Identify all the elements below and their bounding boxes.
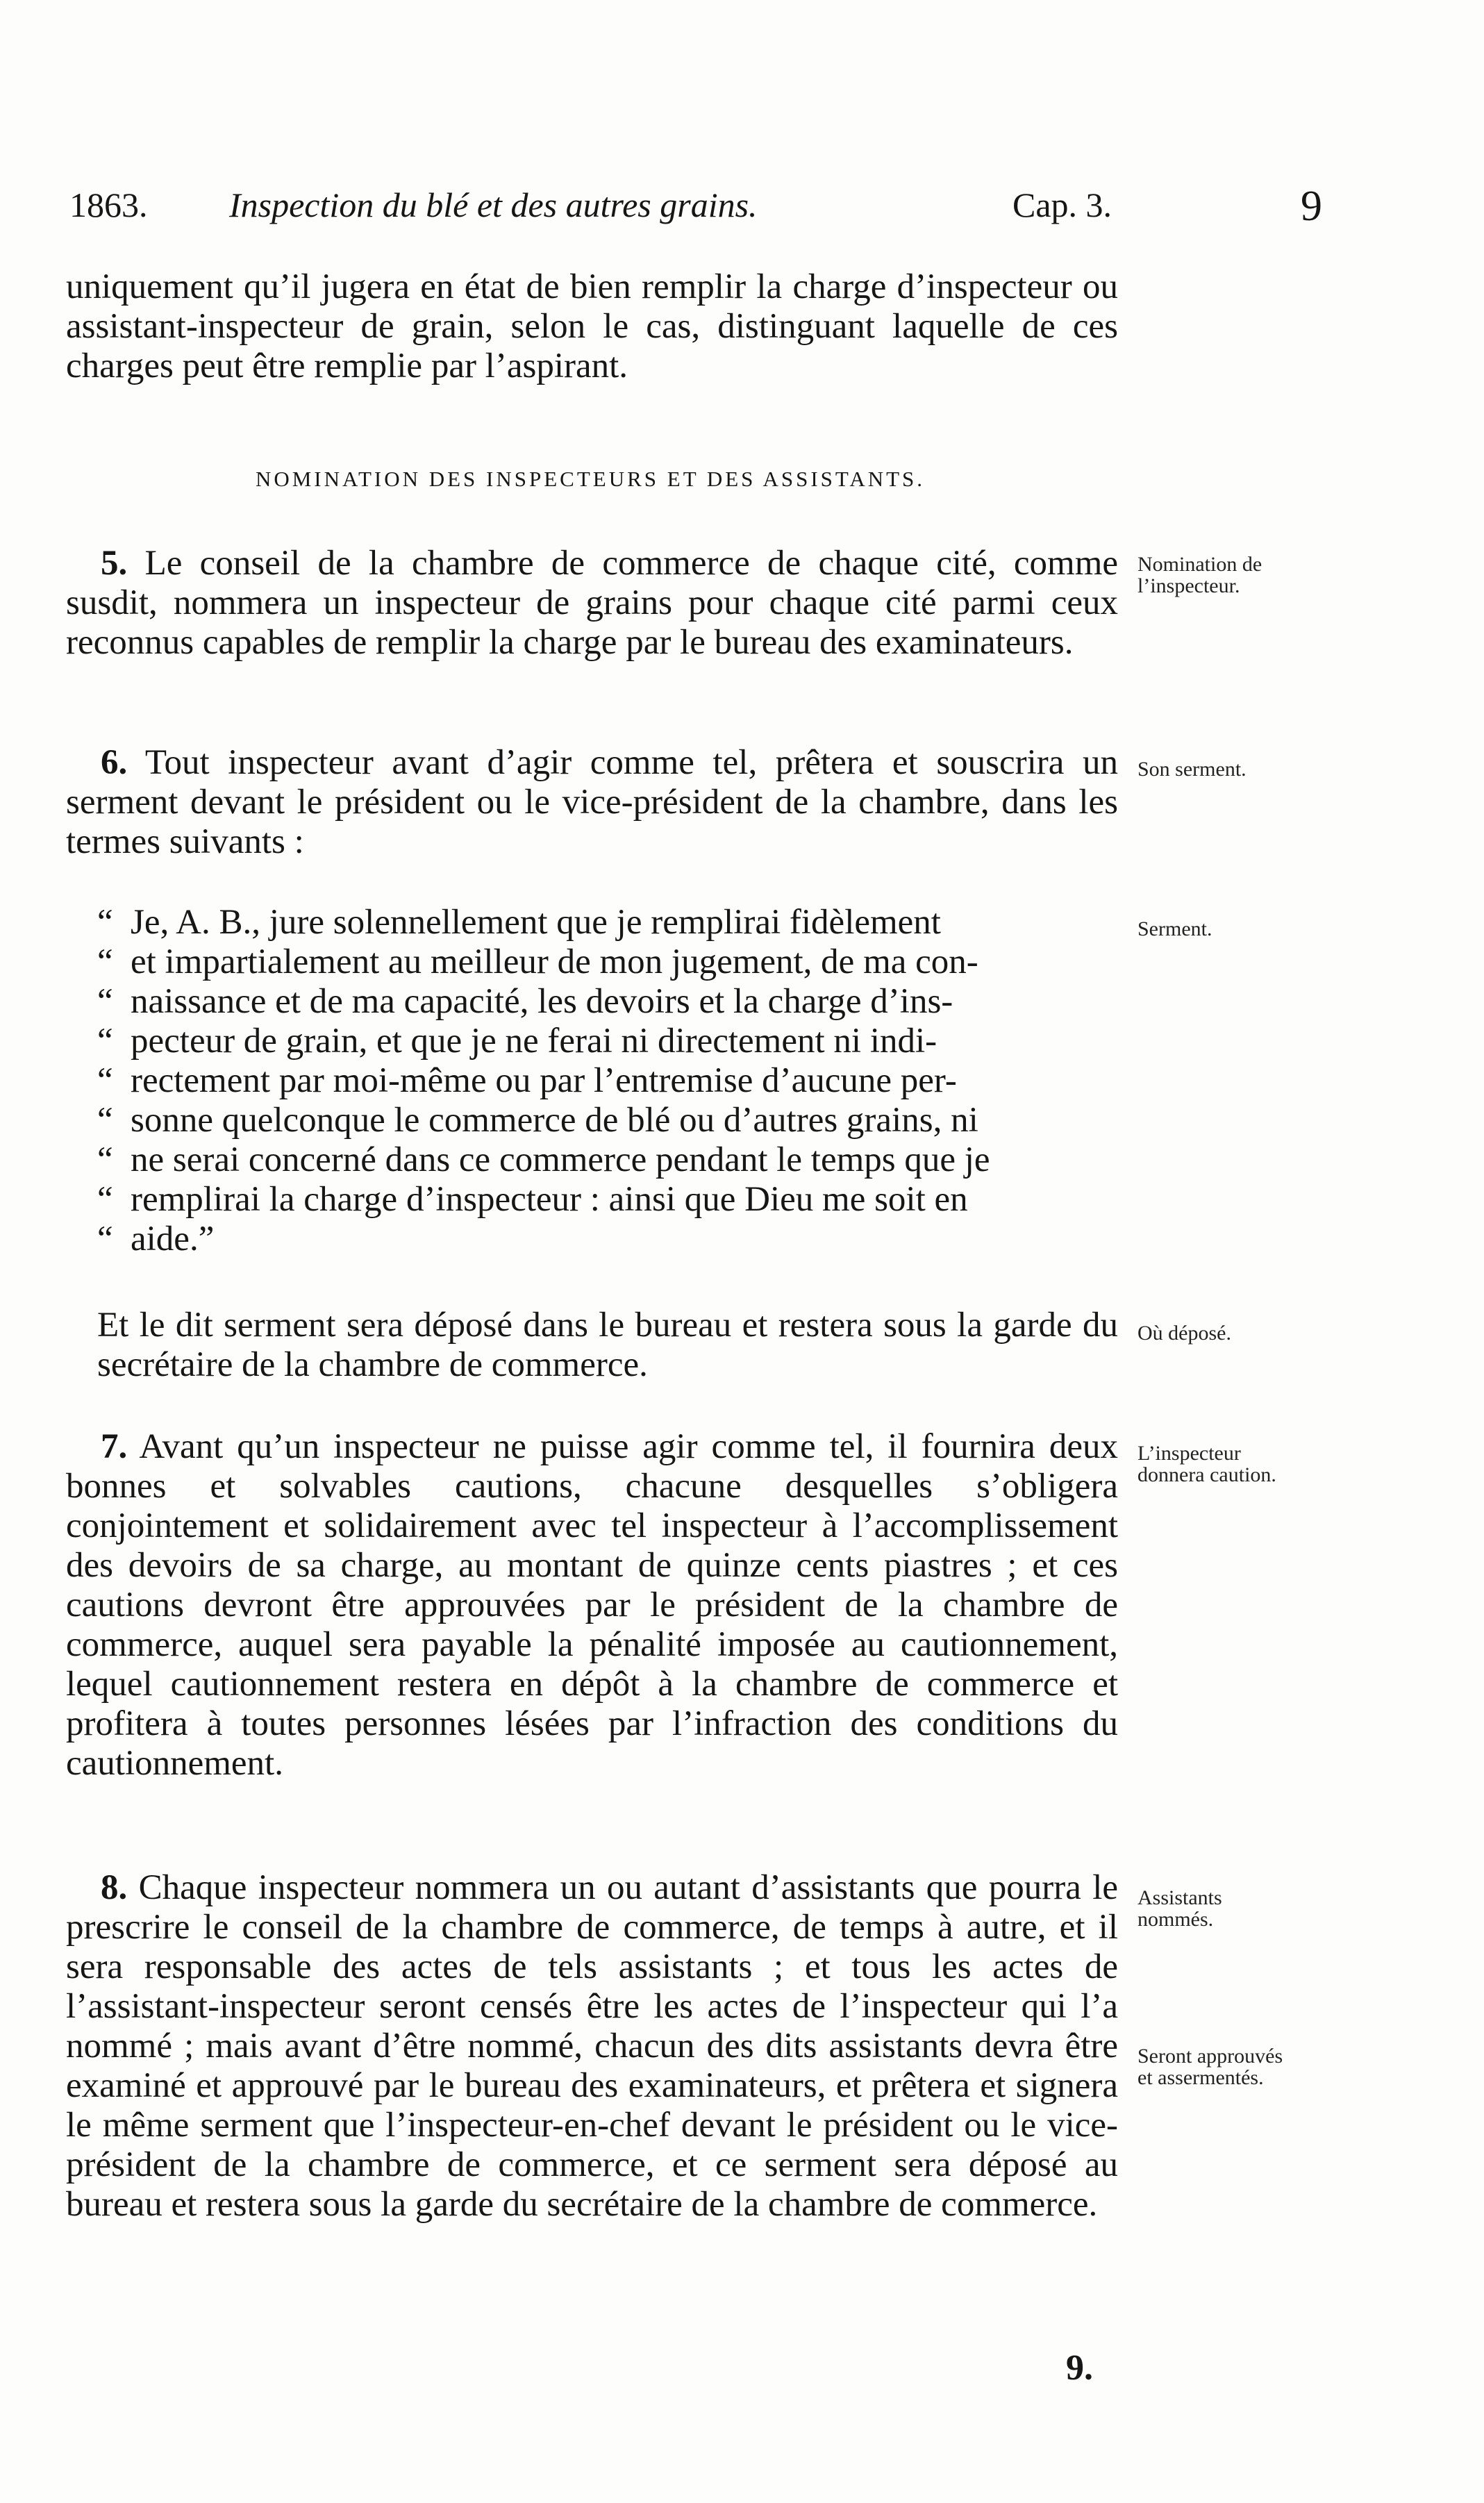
section-7-number: 7.	[101, 1427, 128, 1466]
section-7	[66, 1427, 1118, 1783]
margin-note-serment: Serment.	[1137, 917, 1212, 940]
section-5-text: Le conseil de la chambre de commerce de chaque cité, comme susdit, nommera un inspecteur de grains pour chaque cité parmi ceux reconnus capables de remplir la charge par le bureau des examinateurs.	[66, 544, 1119, 662]
oath-block	[97, 903, 1118, 1259]
header-title: Inspection du blé et des autres grains.	[229, 185, 758, 224]
section-6	[66, 743, 1118, 862]
section-5	[66, 544, 1118, 663]
intro-paragraph-text: uniquement qu’il jugera en état de bien remplir la charge d’inspecteur ou assistant-inspecteur de grain, selon le cas, distinguant laquelle de ces charges peut être remplie par l’aspirant.	[66, 267, 1118, 385]
oath-line: “ remplirai la charge d’inspecteur : ainsi que Dieu me soit en	[97, 1180, 968, 1219]
margin-note-caution: L’inspecteur donnera caution.	[1137, 1442, 1276, 1486]
section-8-text: Chaque inspecteur nommera un ou autant d’assistants que pourra le prescrire le conseil de la chambre de commerce, de temps à autre, et il sera responsable des actes de tels assistants ; et tous les actes de l’assistant-inspecteur seront censés être les actes de l’inspecteur qui l’a nommé ; mais avant d’être nommé, chacun des dits assistants devra être examiné et approuvé par le bureau des examinateurs, et prêtera et signera le même serment que l’inspecteur-en-chef devant le président ou le vice-président de la chambre de commerce, et ce serment sera déposé au bureau et restera sous la garde du secrétaire de la chambre de commerce.	[66, 1868, 1119, 2224]
margin-note-assistants: Assistants nommés.	[1137, 1886, 1222, 1931]
margin-note-ou-depose: Où déposé.	[1137, 1322, 1231, 1345]
margin-note-nomination: Nomination de l’inspecteur.	[1137, 553, 1262, 597]
section-5-number: 5.	[101, 544, 128, 583]
intro-paragraph	[66, 267, 1118, 386]
header-chapter: Cap. 3.	[1012, 185, 1112, 224]
page-number: 9	[1301, 183, 1322, 230]
section-8-number: 8.	[101, 1868, 128, 1907]
header-year: 1863.	[69, 185, 148, 224]
deposit-text: Et le dit serment sera déposé dans le bureau et restera sous la garde du secrétaire de la chambre de commerce.	[97, 1306, 1118, 1384]
section-heading: NOMINATION DES INSPECTEURS ET DES ASSISTANTS.	[255, 467, 926, 491]
oath-line: “ aide.”	[97, 1220, 215, 1258]
oath-line: “ pecteur de grain, et que je ne ferai ni directement ni indi-	[97, 1022, 937, 1061]
catchword: 9.	[1066, 2348, 1093, 2388]
oath-line: “ et impartialement au meilleur de mon jugement, de ma con-	[97, 942, 978, 981]
section-6-text: Tout inspecteur avant d’agir comme tel, prêtera et souscrira un serment devant le président ou le vice-président de la chambre, dans les termes suivants :	[66, 743, 1118, 861]
oath-line: “ naissance et de ma capacité, les devoirs et la charge d’ins-	[97, 982, 953, 1021]
oath-line: “ Je, A. B., jure solennellement que je remplirai fidèlement	[97, 903, 941, 942]
section-7-text: Avant qu’un inspecteur ne puisse agir comme tel, il fournira deux bonnes et solvables cautions, chacune desquelles s’obligera conjointement et solidairement avec tel inspecteur à l’accomplissement des devoirs de sa charge, au montant de quinze cents piastres ; et ces cautions devront être approuvées par le président de la chambre de commerce, auquel sera payable la pénalité imposée au cautionnement, lequel cautionnement restera en dépôt à la chambre de commerce et profitera à toutes personnes lésées par l’infraction des conditions du cautionnement.	[66, 1427, 1118, 1783]
margin-note-assermentes: Seront approuvés et assermentés.	[1137, 2045, 1283, 2089]
margin-note-son-serment: Son serment.	[1137, 758, 1247, 781]
deposit-paragraph	[97, 1306, 1118, 1385]
oath-line: “ sonne quelconque le commerce de blé ou d’autres grains, ni	[97, 1101, 978, 1140]
oath-line: “ ne serai concerné dans ce commerce pendant le temps que je	[97, 1140, 990, 1179]
section-8	[66, 1868, 1118, 2225]
oath-line: “ rectement par moi-même ou par l’entremise d’aucune per-	[97, 1061, 957, 1100]
section-6-number: 6.	[101, 743, 128, 782]
